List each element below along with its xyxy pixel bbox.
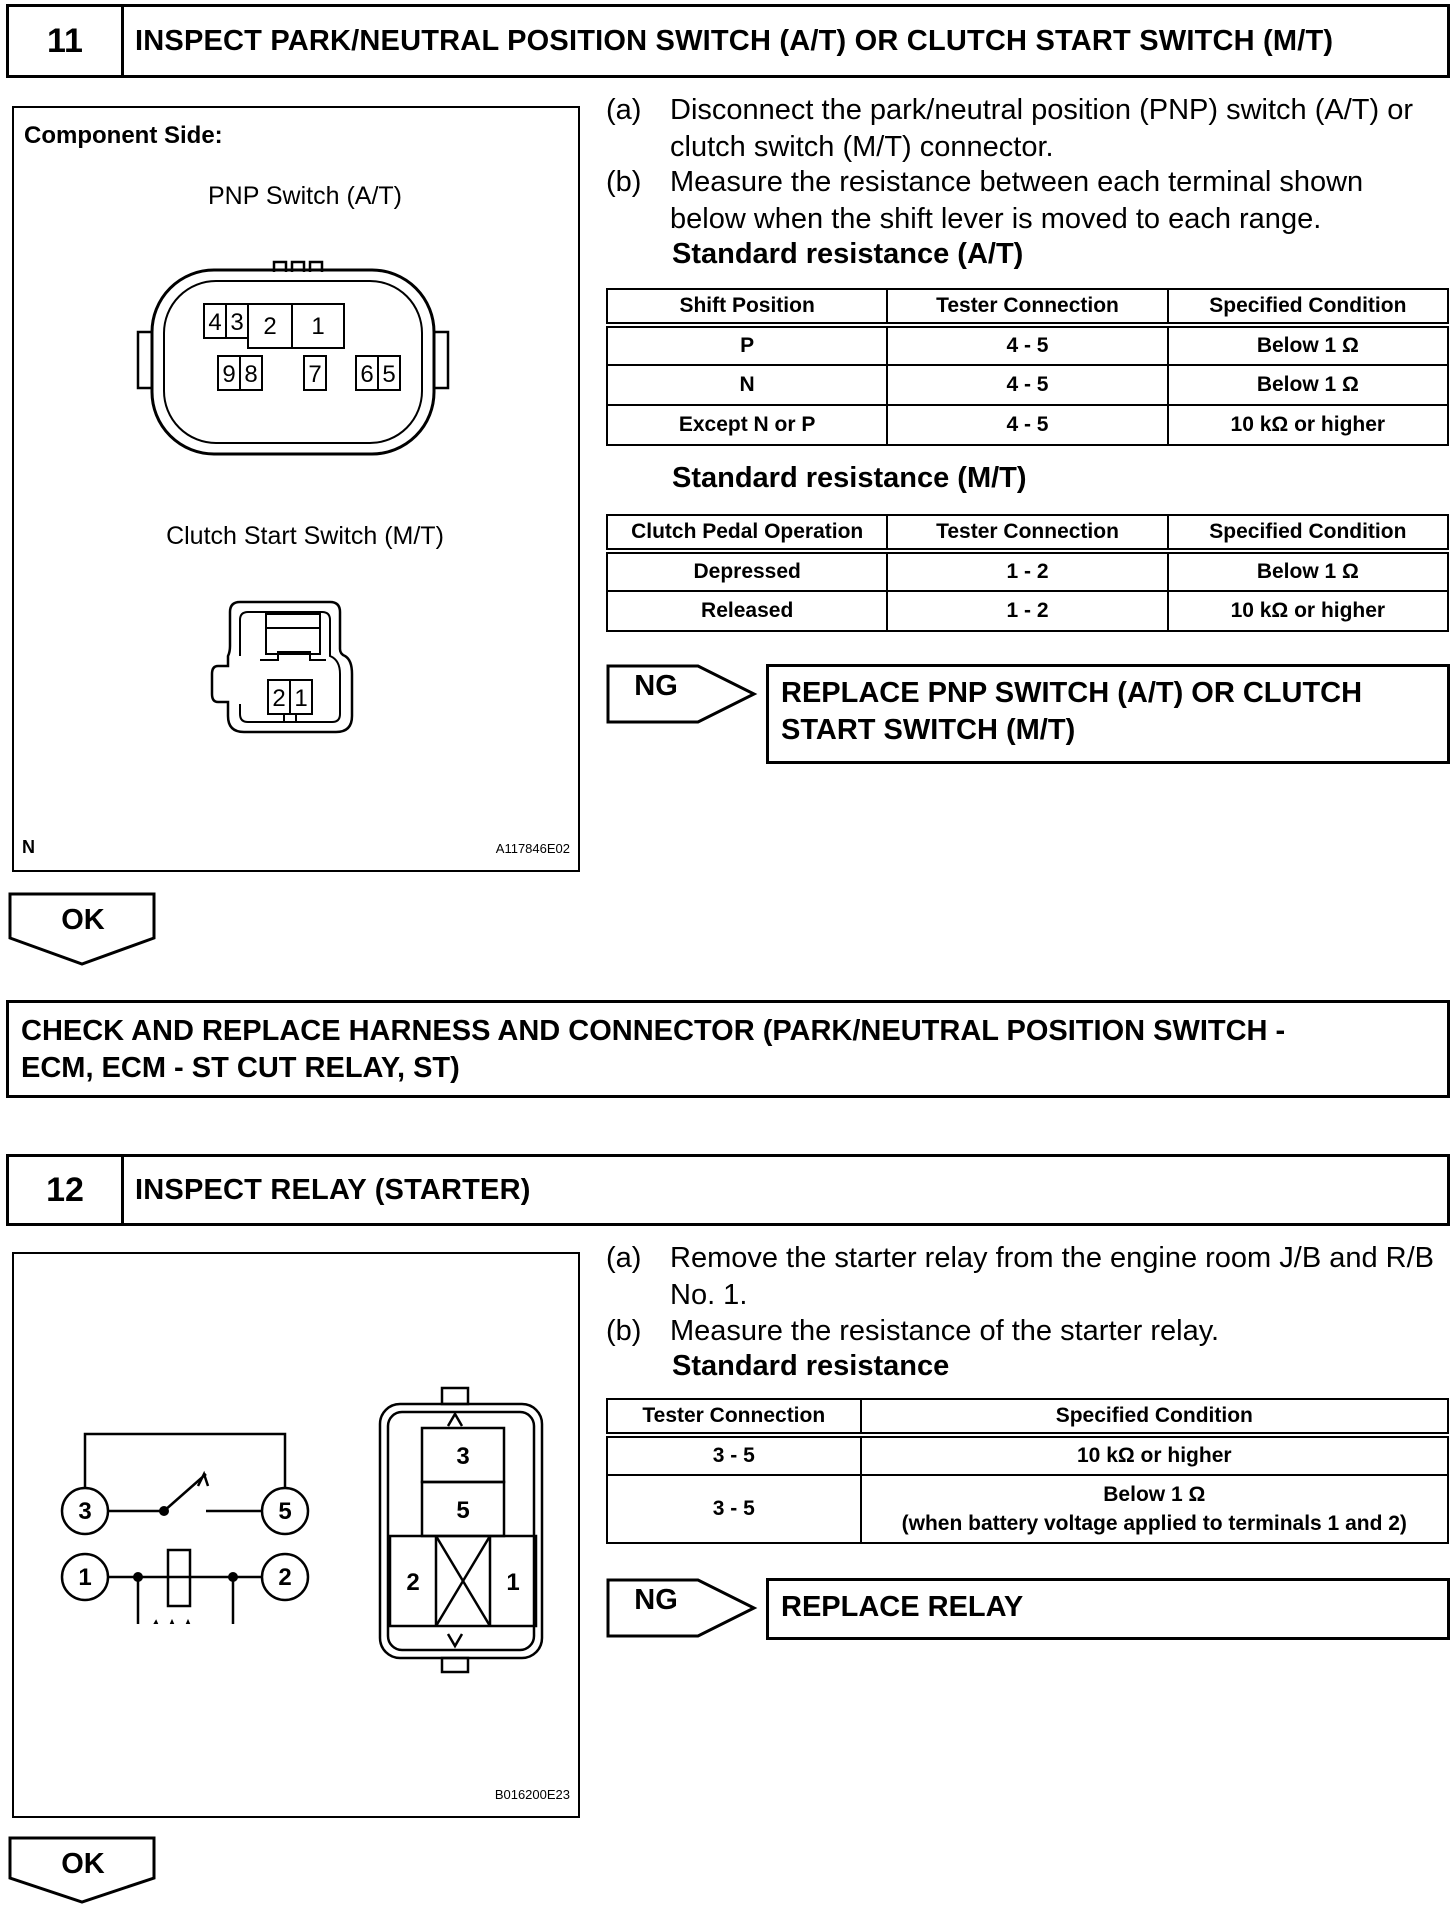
ng-action-line: START SWITCH (M/T) <box>781 714 1076 746</box>
ng-action-box <box>766 664 1450 764</box>
instruction-label: (a) <box>606 1242 642 1274</box>
clutch-terminal-label: 2 <box>272 685 286 712</box>
ng-action-box <box>766 1578 1450 1640</box>
table-cell: Below 1 Ω <box>1168 325 1448 365</box>
instruction-label: (b) <box>606 1315 642 1347</box>
pnp-terminal-label: 8 <box>244 361 258 388</box>
relay-resistance-table <box>606 1398 1449 1544</box>
table-row <box>607 365 1448 405</box>
pnp-terminal-label: 4 <box>208 309 222 336</box>
step-number: 12 <box>9 1157 124 1223</box>
pnp-terminal-label: 9 <box>222 361 236 388</box>
pnp-terminal-label: 1 <box>311 313 325 340</box>
instruction-text: Measure the resistance of the starter relay. <box>670 1315 1220 1347</box>
ng-label: NG <box>634 1584 678 1616</box>
table-cell: 10 kΩ or higher <box>861 1435 1448 1475</box>
table-cell: Released <box>607 591 887 631</box>
pnp-terminal-label: 7 <box>308 361 322 388</box>
table-header: Tester Connection <box>607 1399 861 1435</box>
table-header: Specified Condition <box>861 1399 1448 1435</box>
banner-line: ECM, ECM - ST CUT RELAY, ST) <box>21 1052 460 1084</box>
table-header: Tester Connection <box>887 289 1167 325</box>
ng-action-line: REPLACE PNP SWITCH (A/T) OR CLUTCH <box>781 677 1363 709</box>
schematic-terminal-label: 2 <box>278 1564 292 1591</box>
table-cell: 10 kΩ or higher <box>1168 591 1448 631</box>
instruction-label: (a) <box>606 94 642 126</box>
schematic-terminal-label: 5 <box>278 1498 292 1525</box>
figure-code: B016200E23 <box>494 1787 570 1802</box>
step-12-instruction-a <box>606 1240 1446 1314</box>
step-11-instruction-b <box>606 164 1446 238</box>
check-harness-banner <box>6 1000 1450 1098</box>
clutch-connector-diagram <box>200 594 380 744</box>
resistance-table-mt <box>606 514 1449 632</box>
table-cell: N <box>607 365 887 405</box>
pnp-terminal-label: 2 <box>263 313 277 340</box>
connector-right-tab <box>434 332 448 388</box>
pnp-terminal-label: 5 <box>382 361 396 388</box>
instruction-text: Measure the resistance between each terminal shown below when the shift lever is moved to each range. <box>670 166 1364 235</box>
ok-label: OK <box>61 1848 105 1880</box>
relay-terminal-label: 2 <box>406 1569 420 1596</box>
schematic-terminal-label: 3 <box>78 1498 92 1525</box>
table-cell: 3 - 5 <box>607 1475 861 1543</box>
pnp-connector-diagram <box>134 248 454 463</box>
table-row <box>607 405 1448 445</box>
step-11-figure <box>12 106 580 872</box>
step-number: 11 <box>9 7 124 75</box>
table-header: Specified Condition <box>1168 515 1448 551</box>
table-cell: Below 1 Ω <box>1168 551 1448 591</box>
corner-mark: N <box>22 837 35 857</box>
ng-label: NG <box>634 670 678 702</box>
figure-code: A117846E02 <box>495 841 570 856</box>
table-cell: Depressed <box>607 551 887 591</box>
pnp-terminal-label: 6 <box>360 361 374 388</box>
step-11-instruction-a <box>606 92 1446 166</box>
relay-terminal-label: 3 <box>456 1443 470 1470</box>
table-cell: 10 kΩ or higher <box>1168 405 1448 445</box>
table-row <box>607 1475 1448 1543</box>
table-cell: Below 1 Ω <box>1168 365 1448 405</box>
clutch-terminal-label: 1 <box>294 685 308 712</box>
pnp-terminal-label: 3 <box>230 309 244 336</box>
standard-resistance-mt-label: Standard resistance (M/T) <box>672 462 1027 494</box>
table-cell: 4 - 5 <box>887 365 1167 405</box>
ok-label: OK <box>61 904 105 936</box>
table-row <box>607 591 1448 631</box>
table-header: Clutch Pedal Operation <box>607 515 887 551</box>
relay-terminal-layout <box>370 1384 546 1674</box>
table-cell: 4 - 5 <box>887 405 1167 445</box>
table-cell: 4 - 5 <box>887 325 1167 365</box>
relay-schematic <box>38 1404 328 1624</box>
table-row <box>607 325 1448 365</box>
relay-terminal-label: 5 <box>456 1497 470 1524</box>
connector-left-tab <box>138 332 152 388</box>
instruction-label: (b) <box>606 166 642 198</box>
clutch-lock-tab <box>266 614 320 654</box>
schematic-terminal-label: 1 <box>78 1564 92 1591</box>
table-cell: 1 - 2 <box>887 551 1167 591</box>
relay-terminal-label: 1 <box>506 1569 520 1596</box>
condition-note: (when battery voltage applied to terminals 1 and 2) <box>901 1512 1407 1535</box>
resistance-table-at <box>606 288 1449 446</box>
table-cell <box>861 1475 1448 1543</box>
banner-line: CHECK AND REPLACE HARNESS AND CONNECTOR (PARK/NEUTRAL POSITION SWITCH - <box>21 1015 1286 1047</box>
table-row <box>607 551 1448 591</box>
table-cell: 3 - 5 <box>607 1435 861 1475</box>
step-title: INSPECT RELAY (STARTER) <box>135 1173 531 1206</box>
table-header: Tester Connection <box>887 515 1167 551</box>
step-title: INSPECT PARK/NEUTRAL POSITION SWITCH (A/T) OR CLUTCH START SWITCH (M/T) <box>135 24 1334 57</box>
table-cell: 1 - 2 <box>887 591 1167 631</box>
step-12-instruction-b <box>606 1313 1446 1350</box>
clutch-switch-label: Clutch Start Switch (M/T) <box>166 522 444 550</box>
step-12-figure <box>12 1252 580 1818</box>
table-header: Specified Condition <box>1168 289 1448 325</box>
table-header: Shift Position <box>607 289 887 325</box>
instruction-text: Disconnect the park/neutral position (PNP) switch (A/T) or clutch switch (M/T) connector. <box>670 94 1413 163</box>
table-cell: P <box>607 325 887 365</box>
table-row <box>607 1435 1448 1475</box>
standard-resistance-at-label: Standard resistance (A/T) <box>672 238 1024 270</box>
instruction-text: Remove the starter relay from the engine room J/B and R/B No. 1. <box>670 1242 1435 1311</box>
condition-line: Below 1 Ω <box>1103 1483 1206 1506</box>
pnp-switch-label: PNP Switch (A/T) <box>207 182 403 210</box>
ng-action-line: REPLACE RELAY <box>781 1591 1024 1623</box>
standard-resistance-label: Standard resistance <box>672 1350 950 1382</box>
step-12-header <box>6 1154 1450 1226</box>
component-side-label: Component Side: <box>24 122 223 149</box>
step-11-header <box>6 4 1450 78</box>
table-cell: Except N or P <box>607 405 887 445</box>
